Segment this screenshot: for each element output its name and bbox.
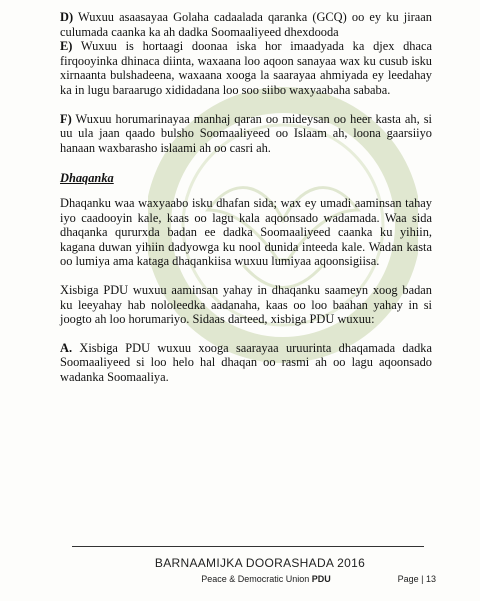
item-text-f: Wuxuu horumarinayaa manhaj qaran oo mideysan oo heer kasta ah, si uu ula jaan qaado bulsho Soomaaliyeed oo Islaam ah, loona gaarsiiyo hanaan waxbarasho islaami ah oo casri ah. [60, 111, 433, 155]
body-paragraph-1: Dhaqanku waa waxyaabo isku dhafan sida; wax ey umadi aaminsan tahay iyo caadooyin kale, kaas oo lagu kala aqoonsado wadamada. Waa sida dhaqanka qururxda badan ee dadka Soomaaliyeed caanka ku yihiin, kagana duwan yihiin dadyowga ku nool dunida inteeda kale. Wadan kasta oo lumiya ama kataga dhaqankiisa wuxuu lumiyaa aqoonsigiisa. [60, 195, 432, 269]
page-body [60, 10, 432, 384]
footer-divider [72, 546, 424, 547]
section-heading: Dhaqanka [60, 171, 114, 186]
paragraph-f [60, 112, 432, 156]
item-text-e: Wuxuu is hortaagi doonaa iska hor imaadyada ka djex dhaca firqooyinka dhinaca diinta, waxaana loo aqoon sanayaa wax ku cusub isku xirnaanta bulshadeena, waxaana xooga la saarayaa ahmiyada ey leedahay ka in lugu baraarugo xididadana loo soo siibo waxyaabaha sababa. [60, 39, 433, 97]
paragraph-e [60, 39, 432, 97]
item-text-d: Wuxuu asaasayaa Golaha cadaalada qaranka (GCQ) oo ey ku jiraan culumada caanka ka ah dadka Soomaaliyeed dhexdooda [60, 10, 432, 39]
paragraph-d [60, 10, 432, 39]
item-label-a: A. [60, 340, 73, 355]
footer-subtitle-bold: PDU [311, 574, 331, 584]
footer-subtitle [166, 574, 366, 584]
item-text-a: Xisbiga PDU wuxuu xooga saarayaa uruurinta dhaqamada dadka Soomaaliyeed si loo helo hal dhaqan oo rasmi ah oo lagu aqoonsado wadanka Soomaaliya. [60, 340, 432, 384]
page-number: Page | 13 [397, 574, 436, 584]
paragraph-a [60, 341, 432, 385]
footer-title: BARNAAMIJKA DOORASHADA 2016 [154, 556, 366, 570]
body-paragraph-2: Xisbiga PDU wuxuu aaminsan yahay in dhaqanku saameyn xoog badan ku leeyahay hab nololeedka aadanaha, kaas oo loo baahan yahay in si joogto ah loo horumariyo. Sidaas darteed, xisbiga PDU wuxuu: [60, 282, 432, 327]
item-label-f: F) [60, 111, 72, 126]
footer-subtitle-text: Peace & Democratic Union [201, 574, 312, 584]
item-label-d: D) [60, 10, 74, 24]
item-label-e: E) [60, 39, 73, 54]
